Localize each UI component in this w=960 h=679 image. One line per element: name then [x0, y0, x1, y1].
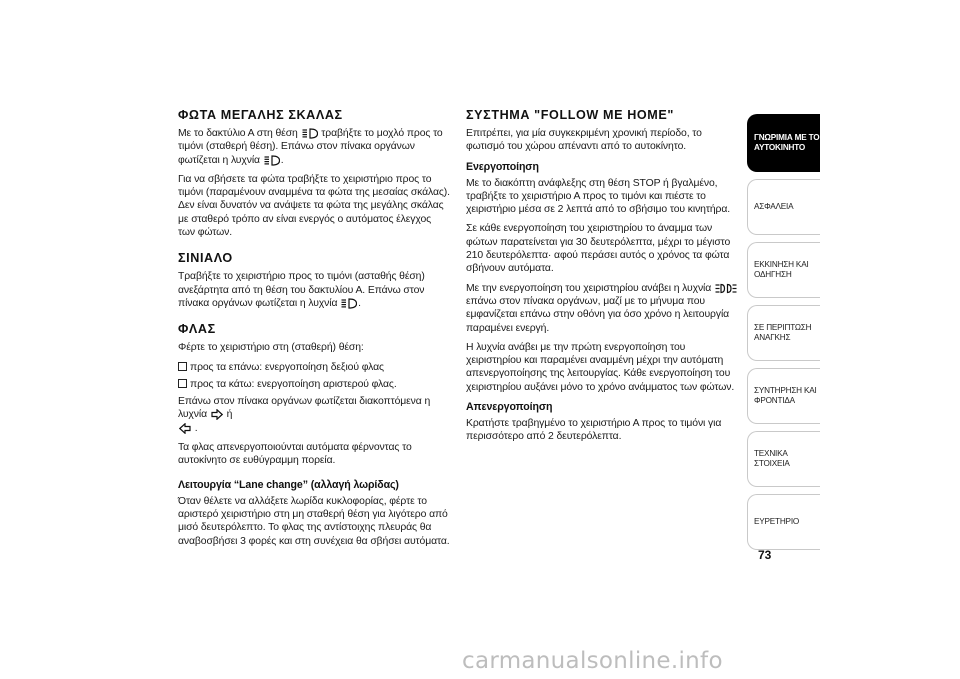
list-item: προς τα επάνω: ενεργοποίηση δεξιού φλας [178, 361, 450, 374]
high-beam-icon [341, 298, 357, 309]
list-item: προς τα κάτω: ενεργοποίηση αριστερού φλας. [178, 378, 450, 391]
turn-right-arrow-icon [211, 409, 223, 420]
flash-signal-paragraph: Τραβήξτε το χειριστήριο προς το τιμόνι (ασταθής θέση) ανεξάρτητα από τη θέση του δακτυλίου Α. Επάνω στον πίνακα οργάνων φωτίζεται η λυχνία . [178, 271, 425, 309]
tab-maintenance-and-care[interactable]: ΣΥΝΤΗΡΗΣΗ ΚΑΙ ΦΡΟΝΤΙΔΑ [747, 368, 820, 424]
indicators-section [178, 322, 450, 467]
indicators-paragraph-3: Τα φλας απενεργοποιούνται αυτόματα φέρνοντας το αυτοκίνητο σε ευθύγραμμη πορεία. [178, 442, 412, 467]
lane-change-title: Λειτουργία “Lane change” (αλλαγή λωρίδας) [178, 478, 399, 491]
left-column [178, 108, 450, 558]
indicators-paragraph-2: Επάνω στον πίνακα οργάνων φωτίζεται διακοπτόμενα η λυχνία ή . [178, 396, 431, 434]
turn-left-arrow-icon [179, 423, 191, 434]
chapter-tabs [747, 114, 820, 557]
indicators-title: ΦΛΑΣ [178, 322, 216, 337]
high-beam-paragraph-1: Με το δακτύλιο Α στη θέση τραβήξτε το μοχλό προς το τιμόνι (σταθερή θέση). Επάνω στον πίνακα οργάνων φωτίζεται η λυχνία . [178, 128, 443, 166]
checkbox-bullet [178, 379, 187, 388]
follow-me-home-icon [715, 283, 737, 294]
lane-change-paragraph: Όταν θέλετε να αλλάξετε λωρίδα κυκλοφορίας, φέρτε το αριστερό χειριστήριο στη μη σταθερή θέση για λιγότερο από μισό δευτερόλεπτο. Το φλας της αντίστοιχης πλευράς θα αναβοσβήσει 3 φορές και στη συνέχεια θα σβήσει αυτόματα. [178, 495, 450, 547]
high-beam-section [178, 108, 450, 239]
tab-technical-data[interactable]: ΤΕΧΝΙΚΑ ΣΤΟΙΧΕΙΑ [747, 431, 820, 487]
follow-me-home-intro: Επιτρέπει, για μία συγκεκριμένη χρονική περίοδο, το φωτισμό του χώρου απέναντι από το αυτοκίνητο. [466, 128, 702, 153]
activation-paragraph-2: Σε κάθε ενεργοποίηση του χειριστηρίου το άναμμα των φώτων παρατείνεται για 30 δευτερόλεπτα, μέχρι το μέγιστο 210 δευτερόλεπτα· αφού περάσει αυτός ο χρόνος τα φώτα σβήνουν αυτόματα. [466, 223, 731, 275]
watermark: carmanualsonline.info [462, 648, 723, 674]
right-column [466, 108, 738, 450]
high-beam-icon [302, 128, 318, 139]
flash-signal-section [178, 251, 450, 310]
indicators-paragraph-1: Φέρτε το χειριστήριο στη (σταθερή) θέση: [178, 342, 364, 354]
page-number: 73 [758, 548, 772, 562]
high-beam-title: ΦΩΤΑ ΜΕΓΑΛΗΣ ΣΚΑΛΑΣ [178, 108, 343, 122]
tab-safety[interactable]: ΑΣΦΑΛΕΙΑ [747, 179, 820, 235]
tab-getting-to-know-car[interactable]: ΓΝΩΡΙΜΙΑ ΜΕ ΤΟ ΑΥΤΟΚΙΝΗΤΟ [747, 114, 820, 172]
activation-paragraph-3: Με την ενεργοποίηση του χειριστηρίου ανάβει η λυχνία επάνω στον πίνακα οργάνων, μαζί με το μήνυμα που εμφανίζεται επάνω στην οθόνη για όσο χρόνο η λειτουργία παραμένει ενεργή. [466, 282, 738, 335]
tab-in-an-emergency[interactable]: ΣΕ ΠΕΡΙΠΤΩΣΗ ΑΝΑΓΚΗΣ [747, 305, 820, 361]
deactivation-subtitle: Απενεργοποίηση [466, 401, 553, 414]
follow-me-home-title: ΣΥΣΤΗΜΑ "FOLLOW ME HOME" [466, 108, 674, 122]
tab-starting-and-driving[interactable]: ΕΚΚΙΝΗΣΗ ΚΑΙ ΟΔΗΓΗΣΗ [747, 242, 820, 298]
activation-paragraph-4: Η λυχνία ανάβει με την πρώτη ενεργοποίηση του χειριστηρίου και παραμένει αναμμένη μέχρι την αυτόματη απενεργοποίησης της λειτουργίας. Κάθε ενεργοποίηση του χειριστηρίου αυξάνει μόνο το χρόνο ανάμματος των φώτων. [466, 341, 735, 393]
checkbox-bullet [178, 362, 187, 371]
tab-index[interactable]: ΕΥΡΕΤΗΡΙΟ [747, 494, 820, 550]
high-beam-icon [264, 155, 280, 166]
high-beam-paragraph-2: Για να σβήσετε τα φώτα τραβήξτε το χειριστήριο προς το τιμόνι (παραμένουν αναμμένα τα φώτα της μεσαίας σκάλας). Δεν είναι δυνατόν να ανάψετε τα φώτα της μεγάλης σκάλας με σταθερό τρόπο αν είναι ενεργός ο αυτόματος έλεγχος των φώτων. [178, 173, 450, 239]
deactivation-paragraph: Κρατήστε τραβηγμένο το χειριστήριο Α προς το τιμόνι για περισσότερο από 2 δευτερόλεπτα. [466, 418, 722, 443]
activation-paragraph-1: Με το διακόπτη ανάφλεξης στη θέση STOP ή βγαλμένο, τραβήξτε το χειριστήριο Α προς το τιμόνι και πιέστε το χειριστήριο μέσα σε 2 λεπτά από το σβήσιμο του κινητήρα. [466, 177, 731, 216]
lane-change-section [178, 478, 450, 548]
activation-subtitle: Ενεργοποίηση [466, 160, 539, 173]
flash-signal-title: ΣΙΝΙΑΛΟ [178, 251, 233, 266]
